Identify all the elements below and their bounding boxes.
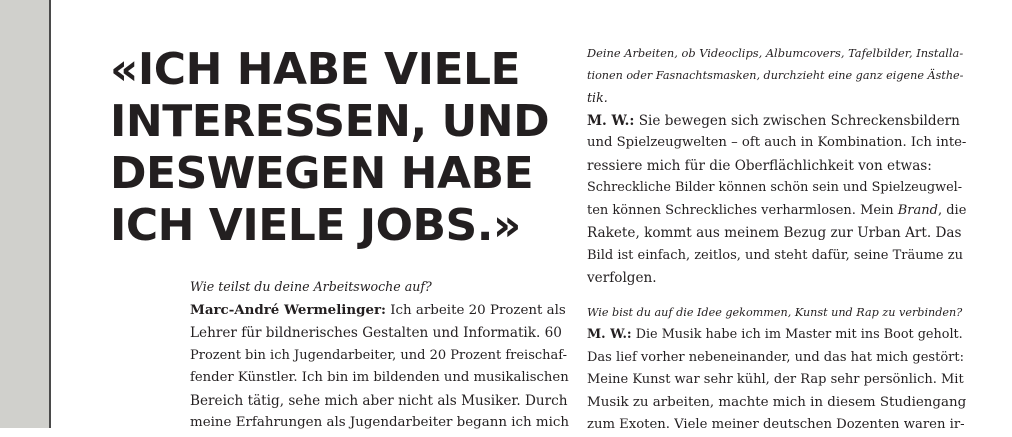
answer-text: ten können Schreckliches verharmlosen. Mein [587, 202, 898, 218]
answer-line: Prozent bin ich Jugendarbeiter, und 20 Prozent freischaf- [190, 347, 568, 363]
paragraph-gap [587, 290, 967, 302]
answer-line [587, 110, 967, 133]
answer-line: Rakete, kommt aus meinem Bezug zur Urban Art. Das [587, 225, 962, 241]
answer-line: Schreckliche Bilder können schön sein und Spielzeugwel- [587, 180, 963, 195]
answer-line: Bereich tätig, sehe mich aber nicht als Musiker. Durch [190, 392, 568, 409]
pull-quote-line: DESWEGEN HABE [110, 148, 534, 199]
page-gutter [0, 0, 51, 428]
answer-line [587, 200, 967, 223]
pull-quote-line: ICH VIELE JOBS.» [110, 200, 521, 251]
right-text-column [587, 42, 967, 437]
interview-question: Wie bist du auf die Idee gekommen, Kunst und Rap zu verbinden? [587, 305, 963, 319]
interview-question: tionen oder Fasnachtsmasken, durchzieht eine ganz eigene Ästhe- [587, 68, 964, 82]
answer-line [190, 299, 570, 323]
answer-line: ressiere mich für die Oberflächlichkeit von etwas: [587, 157, 932, 174]
speaker-name: M. W.: [587, 327, 632, 342]
answer-text: Die Musik habe ich im Master mit ins Boot geholt. [631, 327, 963, 342]
answer-line: Lehrer für bildnerisches Gestalten und Informatik. 60 [190, 325, 562, 341]
pull-quote-line: «ICH HABE VIELE [110, 44, 521, 95]
answer-line: Musik zu arbeiten, machte mich in diesem Studiengang [587, 394, 967, 410]
answer-text: Ich arbeite 20 Prozent als [386, 302, 566, 318]
answer-line: verfolgen. [587, 270, 657, 286]
pull-quote-heading [110, 44, 550, 252]
interview-question: tik. [587, 90, 608, 105]
pull-quote-line: INTERESSEN, UND [110, 96, 550, 147]
answer-line: Bild ist einfach, zeitlos, und steht dafür, seine Träume zu [587, 247, 963, 263]
answer-line: Das lief vorher nebeneinander, und das hat mich gestört: [587, 349, 964, 365]
speaker-name: Marc-André Wermelinger: [190, 301, 386, 318]
left-text-column [190, 276, 570, 435]
answer-line: meine Erfahrungen als Jugendarbeiter begann ich mich [190, 415, 570, 430]
speaker-name: M. W.: [587, 112, 635, 129]
answer-line [587, 324, 967, 347]
interview-question: Wie teilst du deine Arbeitswoche auf? [190, 279, 432, 294]
brand-word: Brand [897, 202, 938, 218]
answer-line: zum Exoten. Viele meiner deutschen Dozenten waren ir- [587, 417, 965, 432]
answer-line: Meine Kunst war sehr kühl, der Rap sehr persönlich. Mit [587, 372, 964, 387]
interview-question: Deine Arbeiten, ob Videoclips, Albumcovers, Tafelbilder, Installa- [587, 46, 964, 60]
answer-line: und Spielzeugwelten – oft auch in Kombination. Ich inte- [587, 135, 967, 150]
answer-text: , die [937, 202, 967, 218]
answer-line: fender Künstler. Ich bin im bildenden und musikalischen [190, 370, 569, 385]
answer-text: Sie bewegen sich zwischen Schreckensbildern [634, 112, 960, 129]
